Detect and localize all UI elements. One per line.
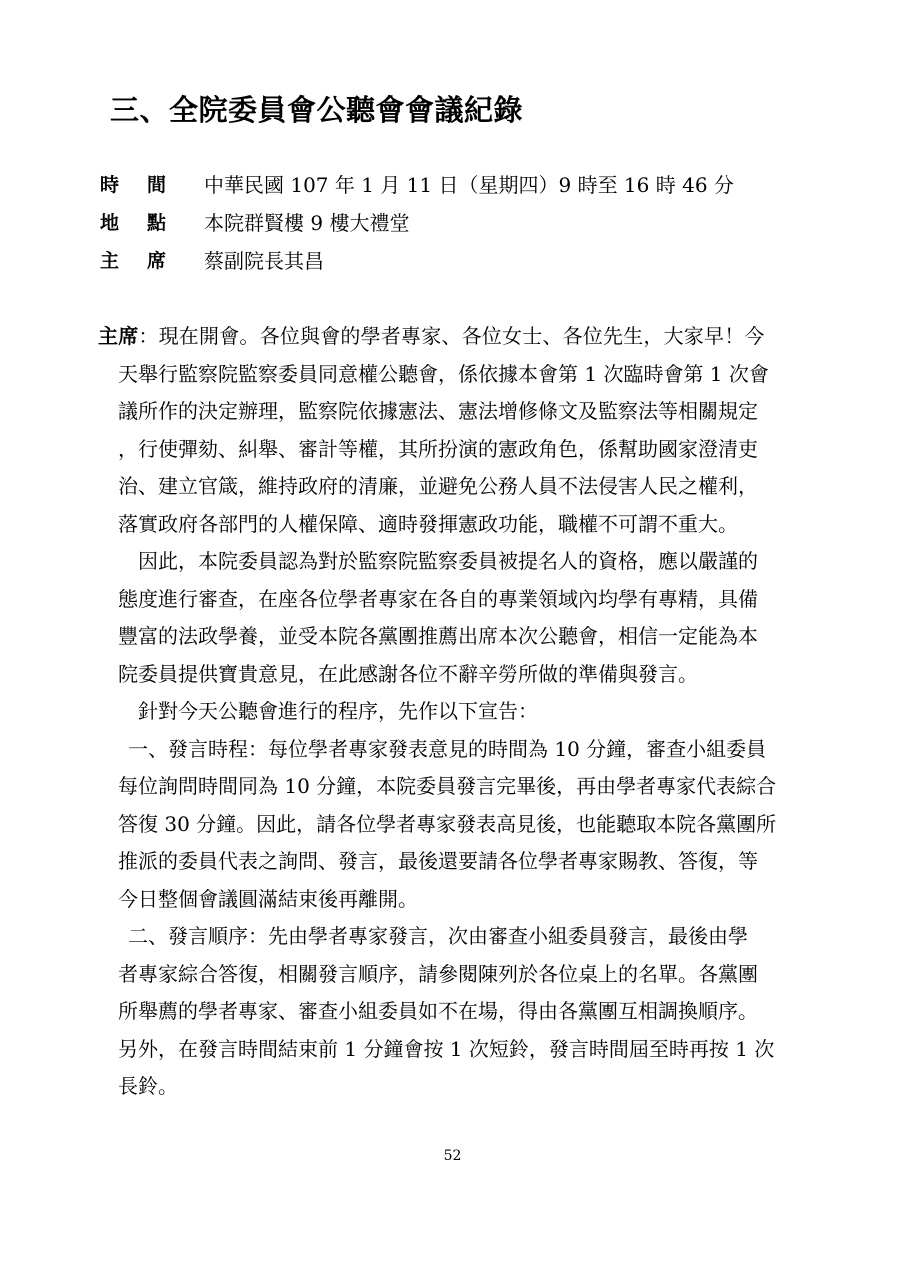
text-line: 治、建立官箴，維持政府的清廉，並避免公務人員不法侵害人民之權利， — [118, 474, 758, 498]
paragraph — [98, 543, 810, 693]
text-line: 落實政府各部門的人權保障、適時發揮憲政功能，職權不可謂不重大。 — [118, 511, 738, 536]
text-line: 豐富的法政學養，並受本院各黨團推薦出席本次公聽會，相信一定能為本 — [118, 624, 758, 648]
meeting-place-value: 本院群賢樓 9 樓大禮堂 — [204, 211, 410, 235]
text-line: 議所作的決定辦理，監察院依據憲法、憲法增修條文及監察法等相關規定 — [118, 399, 758, 423]
label-char: 地 — [100, 212, 120, 234]
meeting-info — [100, 166, 820, 280]
text-line: 推派的委員代表之詢問、發言，最後還要請各位學者專家賜教、答復，等 — [118, 849, 758, 873]
text-line: 今日整個會議圓滿結束後再離開。 — [118, 886, 418, 911]
label-char: 間 — [146, 174, 166, 196]
meeting-time-label — [100, 166, 166, 204]
label-char: 主 — [100, 250, 120, 272]
label-char: 席 — [146, 250, 166, 272]
label-char: 點 — [146, 212, 166, 234]
meeting-place-label — [100, 204, 166, 242]
label-char: 時 — [100, 174, 120, 196]
meeting-transcript — [98, 318, 810, 1106]
document-title: 三、全院委員會公聽會會議紀錄 — [110, 93, 524, 127]
speech-continuation — [98, 356, 810, 544]
text-line: 每位詢問時間同為 10 分鐘，本院委員發言完畢後，再由學者專家代表綜合 — [118, 774, 777, 798]
meeting-time-row — [100, 166, 820, 204]
text-line: ，行使彈劾、糾舉、審計等權，其所扮演的憲政角色，係幫助國家澄清吏 — [118, 436, 758, 461]
text-line: 院委員提供寶貴意見，在此感謝各位不辭辛勞所做的準備與發言。 — [118, 661, 698, 686]
meeting-chair-value: 蔡副院長其昌 — [204, 249, 324, 273]
text-line: 長鈴。 — [118, 1074, 178, 1098]
text-line: 所舉薦的學者專家、審查小組委員如不在場，得由各黨團互相調換順序。 — [118, 999, 758, 1023]
text-line: 天舉行監察院監察委員同意權公聽會，係依據本會第 1 次臨時會第 1 次會 — [118, 361, 769, 386]
text-line: 答復 30 分鐘。因此，請各位學者專家發表高見後，也能聽取本院各黨團所 — [118, 811, 777, 836]
text-line: 者專家綜合答復，相關發言順序，請參閱陳列於各位桌上的名單。各黨團 — [118, 961, 758, 986]
meeting-chair-label — [100, 242, 166, 280]
speech-first-line — [98, 318, 810, 356]
paragraph — [98, 693, 810, 731]
meeting-place-row — [100, 204, 820, 242]
page-number: 52 — [443, 1148, 462, 1164]
meeting-chair-row — [100, 242, 820, 280]
paragraph — [98, 918, 810, 1106]
text-line: 因此，本院委員認為對於監察院監察委員被提名人的資格，應以嚴謹的 — [138, 549, 758, 573]
speaker-name: 主席 — [98, 324, 139, 348]
meeting-time-value: 中華民國 107 年 1 月 11 日（星期四）9 時至 16 時 46 分 — [204, 173, 734, 197]
text-line: 一、發言時程：每位學者專家發表意見的時間為 10 分鐘，審查小組委員 — [128, 736, 767, 761]
paragraph — [98, 731, 810, 919]
speech-text: ：現在開會。各位與會的學者專家、各位女士、各位先生，大家早！今 — [138, 324, 765, 348]
text-line: 針對今天公聽會進行的程序，先作以下宣告： — [138, 699, 538, 723]
text-line: 二、發言順序：先由學者專家發言，次由審查小組委員發言，最後由學 — [128, 924, 748, 948]
text-line: 另外，在發言時間結束前 1 分鐘會按 1 次短鈴，發言時間屆至時再按 1 次 — [118, 1036, 775, 1061]
text-line: 態度進行審查，在座各位學者專家在各自的專業領域內均學有專精，具備 — [118, 586, 758, 611]
